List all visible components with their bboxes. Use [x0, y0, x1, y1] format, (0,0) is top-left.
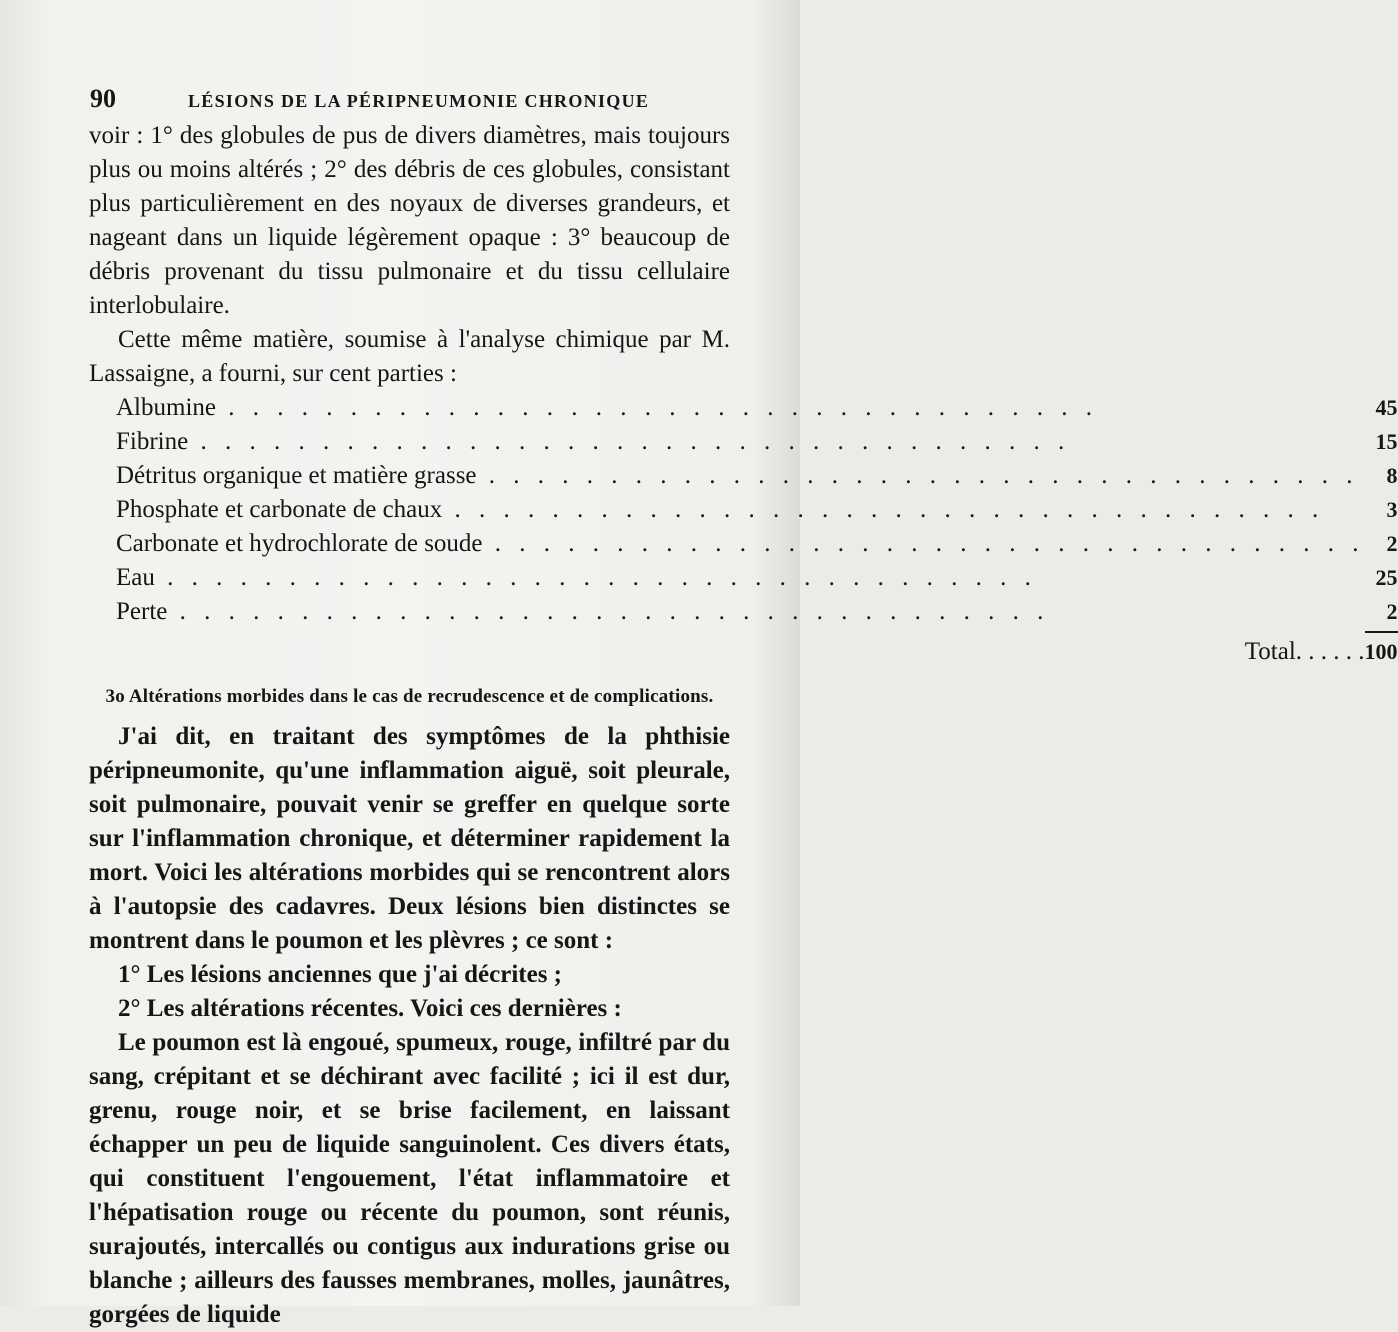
total-value: 100	[1365, 632, 1398, 669]
analysis-row-label: Eau . . .	[116, 561, 1365, 595]
analysis-table	[116, 391, 1398, 669]
analysis-row	[116, 561, 1398, 595]
analysis-row-label: Détritus organique et matière grasse . . .	[116, 459, 1365, 493]
analysis-intro: Cette même matière, soumise à l'analyse chimique par M. Lassaigne, a fourni, sur cent parties :	[89, 326, 730, 387]
total-label-dots: . . . . . .	[1295, 638, 1365, 665]
analysis-row-value: 2	[1386, 531, 1398, 556]
analysis-row	[116, 527, 1398, 561]
total-label-cell	[116, 632, 1365, 669]
analysis-total-row	[116, 632, 1398, 669]
analysis-row-value: 8	[1386, 463, 1398, 488]
list-item-2: 2° Les altérations récentes. Voici ces dernières :	[118, 995, 622, 1022]
page-header	[90, 84, 728, 114]
analysis-row-value: 45	[1375, 395, 1398, 420]
list-item-1: 1° Les lésions anciennes que j'ai décrites ;	[118, 961, 563, 988]
analysis-row-label: Perte . . .	[116, 595, 1365, 632]
analysis-row-label: Carbonate et hydrochlorate de soude . . .	[116, 527, 1365, 561]
analysis-row-value: 25	[1375, 565, 1398, 590]
total-label: Total	[1244, 638, 1296, 665]
paragraph-2: Le poumon est là engoué, spumeux, rouge, infiltré par du sang, crépitant et se déchirant avec facilité ; ici il est dur, grenu, rouge noir, et se brise facilement, en laissant échapper un peu de liquide sanguinolent. Ces divers états, qui constituent l'engouement, l'état inflammatoire et l'hépatisation rouge ou récente du poumon, sont réunis, surajoutés, intercallés ou contigus aux indurations grise ou blanche ; ailleurs des fausses membranes, molles, jaunâtres, gorgées de liquide	[89, 1029, 730, 1328]
intro-paragraph: voir : 1° des globules de pus de divers diamètres, mais toujours plus ou moins altérés ; 2° des débris de ces globules, consistant plus particulièrement en des noyaux de diverses grandeurs, et nageant dans un liquide légèrement opaque : 3° beaucoup de débris provenant du tissu pulmonaire et du tissu cellulaire interlobulaire.	[89, 122, 730, 319]
analysis-row	[116, 595, 1398, 632]
analysis-row	[116, 425, 1398, 459]
analysis-row-value: 3	[1386, 497, 1398, 522]
analysis-row-value: 15	[1375, 429, 1398, 454]
analysis-row	[116, 459, 1398, 493]
paragraph-1: J'ai dit, en traitant des symptômes de la phthisie péripneumonite, qu'une inflammation aiguë, soit pleurale, soit pulmonaire, pouvait venir se greffer en quelque sorte sur l'inflammation chronique, et déterminer rapidement la mort. Voici les altérations morbides qui se rencontrent alors à l'autopsie des cadavres. Deux lésions bien distinctes se montrent dans le poumon et les plèvres ; ce sont :	[89, 723, 730, 954]
analysis-row-label: Fibrine . . .	[116, 425, 1365, 459]
section-title: 3o Altérations morbides dans le cas de recrudescence et de complications.	[105, 686, 714, 707]
analysis-rows	[116, 391, 1398, 632]
page-number: 90	[90, 84, 116, 113]
analysis-row-label: Albumine . . .	[116, 391, 1365, 425]
analysis-row	[116, 391, 1398, 425]
analysis-row-value: 2	[1386, 599, 1398, 624]
analysis-row	[116, 493, 1398, 527]
body-text	[89, 119, 1398, 1332]
running-title: LÉSIONS DE LA PÉRIPNEUMONIE CHRONIQUE	[188, 91, 650, 111]
analysis-row-label: Phosphate et carbonate de chaux . . .	[116, 493, 1365, 527]
